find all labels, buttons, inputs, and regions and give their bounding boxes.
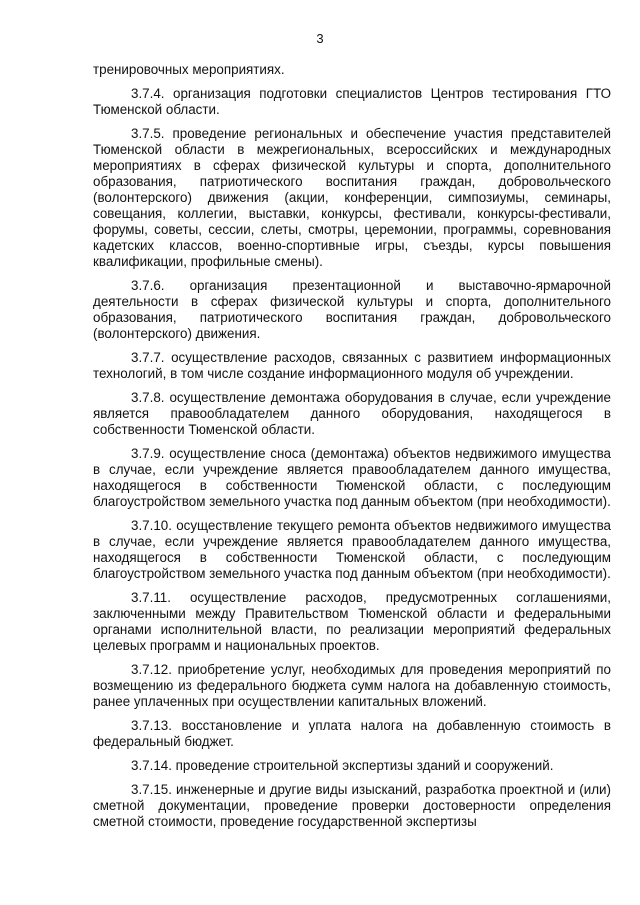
document-body	[93, 62, 611, 838]
paragraph-3-7-6: 3.7.6. организация презентационной и выставочно-ярмарочной деятельности в сферах физической культуры и спорта, дополнительного образования, патриотического воспитания граждан, добровольческого (волонтерского) движения.	[93, 278, 611, 341]
paragraph-3-7-9: 3.7.9. осуществление сноса (демонтажа) объектов недвижимого имущества в случае, если учреждение является правообладателем данного имущества, находящегося в собственности Тюменской области, с последующим благоустройством земельного участка под данным объектом (при необходимости).	[93, 446, 611, 509]
paragraph-3-7-11: 3.7.11. осуществление расходов, предусмотренных соглашениями, заключенными между Правительством Тюменской области и федеральными органами исполнительной власти, по реализации мероприятий федеральных целевых программ и национальных проектов.	[93, 590, 611, 653]
paragraph-3-7-15: 3.7.15. инженерные и другие виды изысканий, разработка проектной и (или) сметной документации, проведение проверки достоверности определения сметной стоимости, проведение государственной экспертизы	[93, 782, 611, 829]
page-number: 3	[316, 31, 324, 46]
paragraph-3-7-13: 3.7.13. восстановление и уплата налога на добавленную стоимость в федеральный бюджет.	[93, 718, 611, 749]
paragraph-3-7-14: 3.7.14. проведение строительной экспертизы зданий и сооружений.	[131, 758, 554, 773]
paragraph-3-7-7: 3.7.7. осуществление расходов, связанных с развитием информационных технологий, в том числе создание информационного модуля об учреждении.	[93, 350, 611, 381]
paragraph-3-7-12: 3.7.12. приобретение услуг, необходимых для проведения мероприятий по возмещению из федерального бюджета сумм налога на добавленную стоимость, ранее уплаченных при осуществлении капитальных вложений.	[93, 662, 611, 709]
paragraph-3-7-4: 3.7.4. организация подготовки специалистов Центров тестирования ГТО Тюменской области.	[93, 86, 611, 117]
paragraph-continuation: тренировочных мероприятиях.	[93, 62, 285, 77]
paragraph-3-7-5: 3.7.5. проведение региональных и обеспечение участия представителей Тюменской области в межрегиональных, всероссийских и международных мероприятиях в сферах физической культуры и спорта, дополнительного образования, патриотического воспитания граждан, добровольческого (волонтерского) движения (акции, конференции, симпозиумы, семинары, совещания, коллегии, выставки, конкурсы, фестивали, конкурсы-фестивали, форумы, советы, сессии, слеты, смотры, церемонии, программы, соревнования кадетских классов, военно-спортивные игры, съезды, курсы повышения квалификации, профильные смены).	[93, 126, 611, 269]
paragraph-3-7-8: 3.7.8. осуществление демонтажа оборудования в случае, если учреждение является правообладателем данного оборудования, находящегося в собственности Тюменской области.	[93, 390, 611, 437]
paragraph-3-7-10: 3.7.10. осуществление текущего ремонта объектов недвижимого имущества в случае, если учреждение является правообладателем данного имущества, находящегося в собственности Тюменской области, с последующим благоустройством земельного участка под данным объектом (при необходимости).	[93, 518, 611, 581]
